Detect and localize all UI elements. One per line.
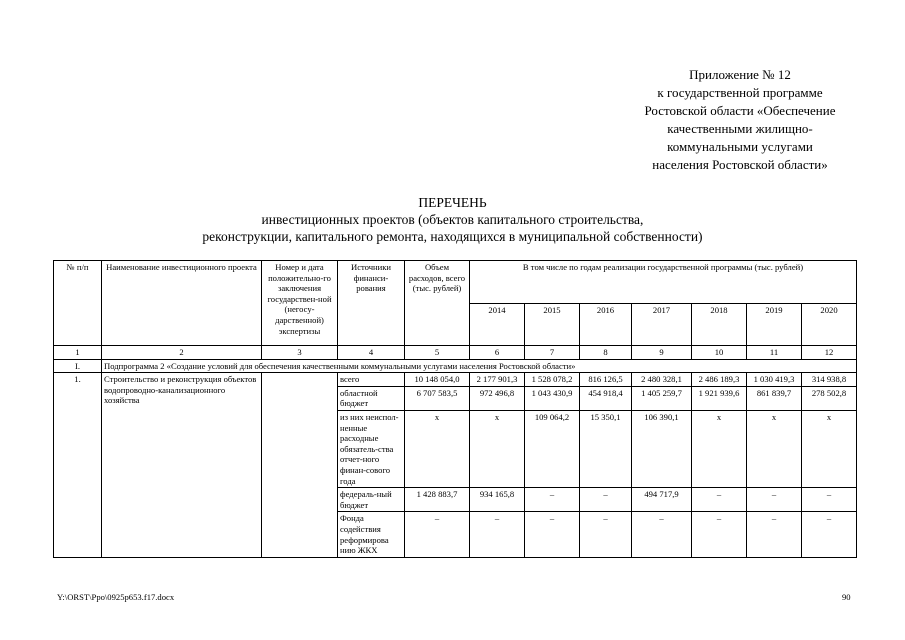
title-line: инвестиционных проектов (объектов капитального строительства, bbox=[261, 212, 644, 227]
year-cell: x bbox=[747, 410, 802, 487]
year-cell: 1 528 078,2 bbox=[525, 373, 580, 387]
total-cell: x bbox=[405, 410, 470, 487]
year-cell: x bbox=[470, 410, 525, 487]
year-cell: – bbox=[470, 512, 525, 557]
column-number: 9 bbox=[632, 346, 692, 360]
column-number: 6 bbox=[470, 346, 525, 360]
year-cell: 2 177 901,3 bbox=[470, 373, 525, 387]
project-num: 1. bbox=[54, 373, 102, 558]
year-cell: – bbox=[692, 512, 747, 557]
total-cell: 6 707 583,5 bbox=[405, 386, 470, 410]
column-number: 3 bbox=[262, 346, 338, 360]
header-year: 2016 bbox=[580, 303, 632, 346]
source-cell: областной бюджет bbox=[338, 386, 405, 410]
year-cell: 861 839,7 bbox=[747, 386, 802, 410]
year-cell: 816 126,5 bbox=[580, 373, 632, 387]
footer-file-path: Y:\ORST\Ppo\0925p653.f17.docx bbox=[57, 592, 175, 602]
header-name: Наименование инвестиционного проекта bbox=[102, 261, 262, 346]
header-year: 2019 bbox=[747, 303, 802, 346]
year-cell: 278 502,8 bbox=[802, 386, 857, 410]
column-number: 5 bbox=[405, 346, 470, 360]
year-cell: – bbox=[802, 488, 857, 512]
total-cell: 1 428 883,7 bbox=[405, 488, 470, 512]
section-title: Подпрограмма 2 «Создание условий для обеспечения качественными коммунальными услугами населения Ростовской области» bbox=[102, 359, 857, 373]
investment-projects-table bbox=[53, 260, 857, 558]
column-number: 10 bbox=[692, 346, 747, 360]
year-cell: – bbox=[580, 488, 632, 512]
document-title bbox=[0, 194, 905, 245]
year-cell: 1 043 430,9 bbox=[525, 386, 580, 410]
header-year: 2015 bbox=[525, 303, 580, 346]
header-volume: Объем расходов, всего (тыс. рублей) bbox=[405, 261, 470, 346]
header-year: 2020 bbox=[802, 303, 857, 346]
header-row bbox=[54, 261, 857, 304]
year-cell: 972 496,8 bbox=[470, 386, 525, 410]
year-cell: 106 390,1 bbox=[632, 410, 692, 487]
year-cell: 2 486 189,3 bbox=[692, 373, 747, 387]
year-cell: – bbox=[802, 512, 857, 557]
project-conclusion bbox=[262, 373, 338, 558]
year-cell: 1 405 259,7 bbox=[632, 386, 692, 410]
title-line: реконструкции, капитального ремонта, находящихся в муниципальной собственности) bbox=[202, 229, 703, 244]
year-cell: – bbox=[692, 488, 747, 512]
appendix-line: коммунальными услугами bbox=[667, 139, 813, 154]
source-cell: федераль-ный бюджет bbox=[338, 488, 405, 512]
section-row bbox=[54, 359, 857, 373]
total-cell: – bbox=[405, 512, 470, 557]
header-year: 2017 bbox=[632, 303, 692, 346]
header-num: № п/п bbox=[54, 261, 102, 346]
year-cell: – bbox=[747, 512, 802, 557]
year-cell: – bbox=[525, 488, 580, 512]
year-cell: 314 938,8 bbox=[802, 373, 857, 387]
year-cell: 2 480 328,1 bbox=[632, 373, 692, 387]
column-number-row bbox=[54, 346, 857, 360]
appendix-line: Приложение № 12 bbox=[689, 67, 791, 82]
total-cell: 10 148 054,0 bbox=[405, 373, 470, 387]
column-number: 4 bbox=[338, 346, 405, 360]
column-number: 1 bbox=[54, 346, 102, 360]
project-name: Строительство и реконструкция объектов водопроводно-канализационного хозяйства bbox=[102, 373, 262, 558]
column-number: 2 bbox=[102, 346, 262, 360]
year-cell: 109 064,2 bbox=[525, 410, 580, 487]
source-cell: из них неиспол-ненные расходные обязатель-ства отчет-ного финан-сового года bbox=[338, 410, 405, 487]
source-cell: Фонда содействия реформирова нию ЖКХ bbox=[338, 512, 405, 557]
header-year: 2018 bbox=[692, 303, 747, 346]
title-heading: ПЕРЕЧЕНЬ bbox=[418, 195, 487, 210]
year-cell: 15 350,1 bbox=[580, 410, 632, 487]
year-cell: 1 921 939,6 bbox=[692, 386, 747, 410]
appendix-block bbox=[600, 66, 880, 174]
appendix-line: качественными жилищно- bbox=[667, 121, 813, 136]
column-number: 12 bbox=[802, 346, 857, 360]
column-number: 11 bbox=[747, 346, 802, 360]
appendix-line: населения Ростовской области» bbox=[652, 157, 828, 172]
appendix-line: Ростовской области «Обеспечение bbox=[644, 103, 836, 118]
year-cell: – bbox=[747, 488, 802, 512]
year-cell: 1 030 419,3 bbox=[747, 373, 802, 387]
year-cell: 494 717,9 bbox=[632, 488, 692, 512]
appendix-line: к государственной программе bbox=[657, 85, 823, 100]
source-cell: всего bbox=[338, 373, 405, 387]
year-cell: x bbox=[802, 410, 857, 487]
table-row bbox=[54, 373, 857, 387]
year-cell: – bbox=[525, 512, 580, 557]
year-cell: 454 918,4 bbox=[580, 386, 632, 410]
column-number: 7 bbox=[525, 346, 580, 360]
year-cell: x bbox=[692, 410, 747, 487]
header-sources: Источники финанси-рования bbox=[338, 261, 405, 346]
year-cell: – bbox=[580, 512, 632, 557]
year-cell: 934 165,8 bbox=[470, 488, 525, 512]
header-years-group: В том числе по годам реализации государственной программы (тыс. рублей) bbox=[470, 261, 857, 304]
section-num: I. bbox=[54, 359, 102, 373]
header-conclusion: Номер и дата положительно-го заключения государствен-ной (негосу-дарственной) экспертизы bbox=[262, 261, 338, 346]
footer-page-number: 90 bbox=[842, 592, 851, 602]
year-cell: – bbox=[632, 512, 692, 557]
header-year: 2014 bbox=[470, 303, 525, 346]
column-number: 8 bbox=[580, 346, 632, 360]
